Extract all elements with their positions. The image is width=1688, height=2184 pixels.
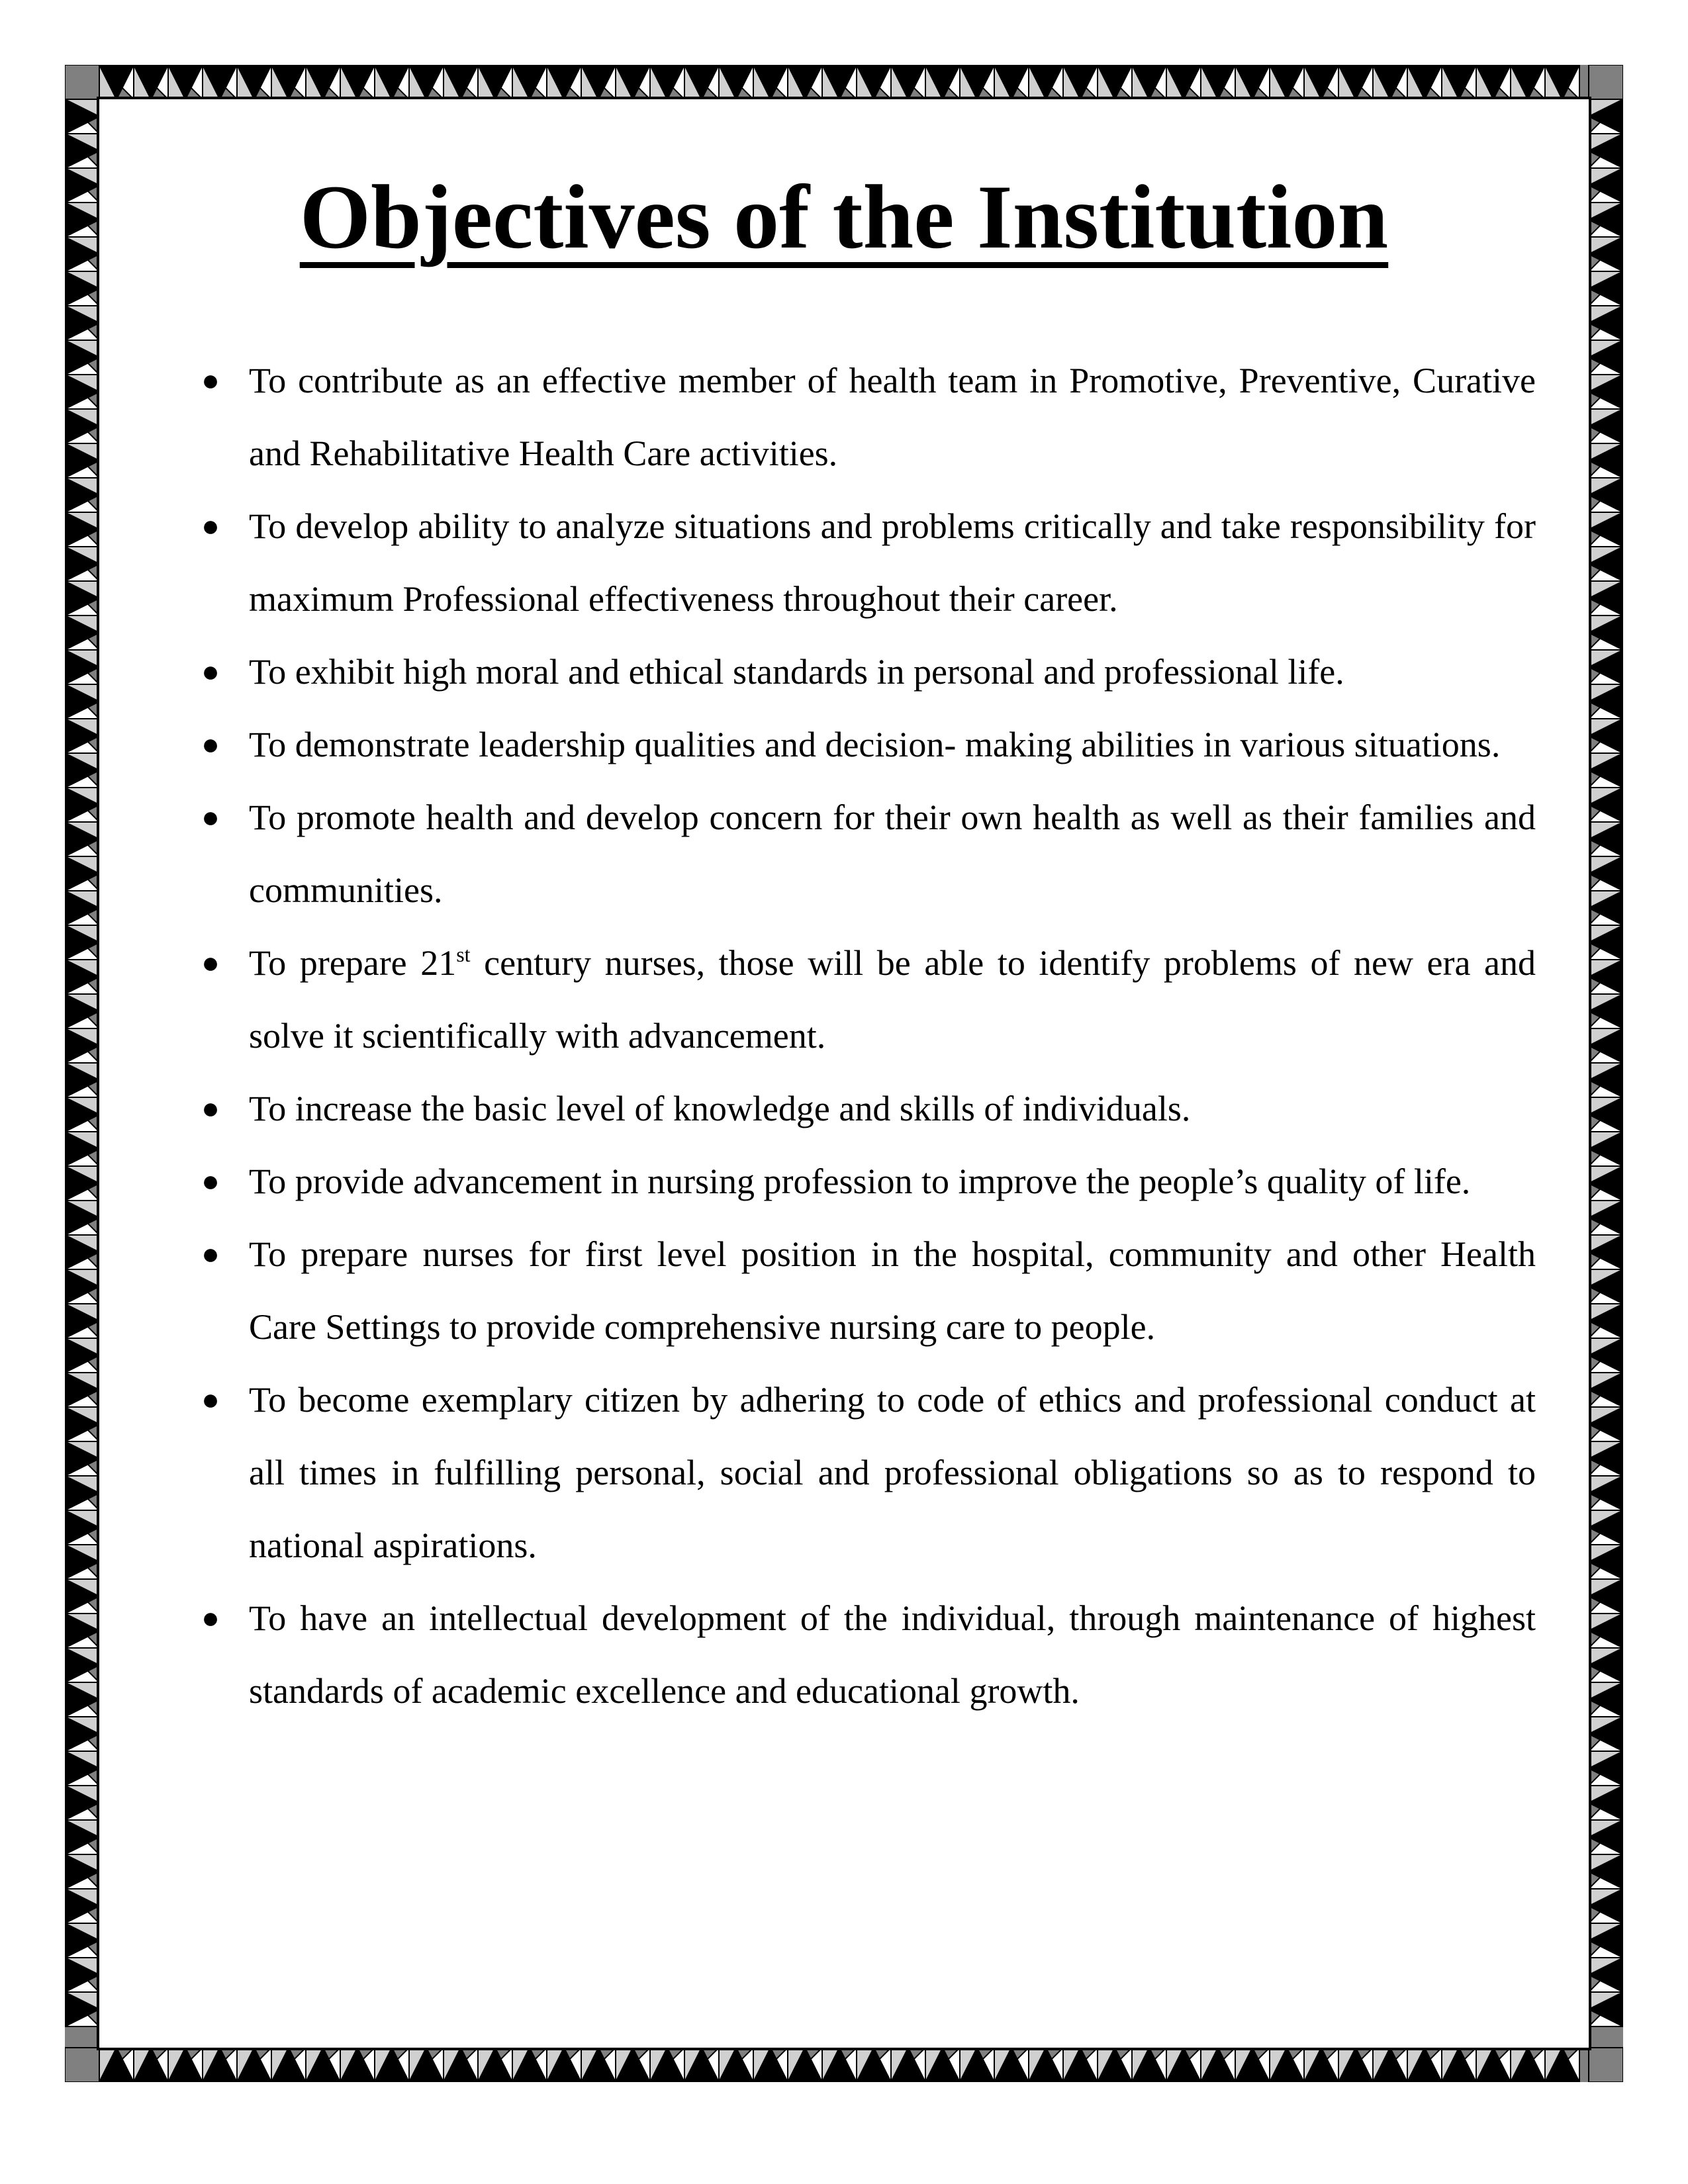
border-corner: [65, 2048, 99, 2082]
objective-text-end: century nurses, those will be able to identify problems of new era and solve it scientifically with advancement.: [249, 943, 1536, 1056]
page-title: Objectives of the Institution: [299, 166, 1389, 267]
bullet-dot-icon: ●: [201, 946, 220, 979]
objective-text: To become exemplary citizen by adhering to code of ethics and professional conduct at all times in fulfilling personal, social and professional obligations so as to respond to national aspirations.: [249, 1380, 1536, 1565]
objective-item: [201, 1072, 1536, 1145]
objective-item: [201, 344, 1536, 490]
objective-text: To increase the basic level of knowledge and skills of individuals.: [249, 1089, 1191, 1128]
bullet-dot-icon: ●: [201, 1237, 220, 1271]
objective-item: [201, 1582, 1536, 1727]
objective-text: To demonstrate leadership qualities and decision- making abilities in various situations.: [249, 725, 1501, 764]
objective-text: To provide advancement in nursing profession to improve the people’s quality of life.: [249, 1161, 1471, 1201]
objective-item: [201, 1145, 1536, 1218]
bullet-dot-icon: ●: [201, 800, 220, 834]
objective-item: [201, 708, 1536, 781]
bullet-dot-icon: ●: [201, 1164, 220, 1198]
objective-text: To have an intellectual development of the individual, through maintenance of highest standards of academic excellence and educational growth.: [249, 1598, 1536, 1711]
objective-text: To prepare nurses for first level position in the hospital, community and other Health Care Settings to provide comprehensive nursing care to people.: [249, 1234, 1536, 1347]
bullet-dot-icon: ●: [201, 1091, 220, 1125]
objective-item: [201, 781, 1536, 927]
border-corner: [1589, 65, 1623, 99]
bullet-dot-icon: ●: [201, 363, 220, 397]
bullet-dot-icon: ●: [201, 509, 220, 543]
objective-item: [201, 635, 1536, 708]
objectives-list: [201, 344, 1536, 1727]
objective-item: [201, 490, 1536, 635]
ordinal-superscript: st: [456, 942, 471, 966]
objective-text-start: To prepare 21: [249, 943, 457, 983]
objective-item: [201, 1363, 1536, 1582]
objective-item: [201, 927, 1536, 1072]
objective-item: [201, 1218, 1536, 1363]
border-corner: [65, 65, 99, 99]
bullet-dot-icon: ●: [201, 1601, 220, 1635]
bullet-dot-icon: ●: [201, 1383, 220, 1416]
objective-text: To develop ability to analyze situations and problems critically and take responsibility for maximum Professional effectiveness throughout their career.: [249, 506, 1536, 619]
border-corner: [1589, 2048, 1623, 2082]
objective-text: [249, 943, 1536, 1056]
objective-text: To exhibit high moral and ethical standards in personal and professional life.: [249, 652, 1344, 692]
objective-text: To contribute as an effective member of health team in Promotive, Preventive, Curative and Rehabilitative Health Care activities.: [249, 361, 1536, 473]
bullet-dot-icon: ●: [201, 727, 220, 761]
objective-text: To promote health and develop concern for their own health as well as their families and communities.: [249, 797, 1536, 910]
bullet-dot-icon: ●: [201, 655, 220, 688]
